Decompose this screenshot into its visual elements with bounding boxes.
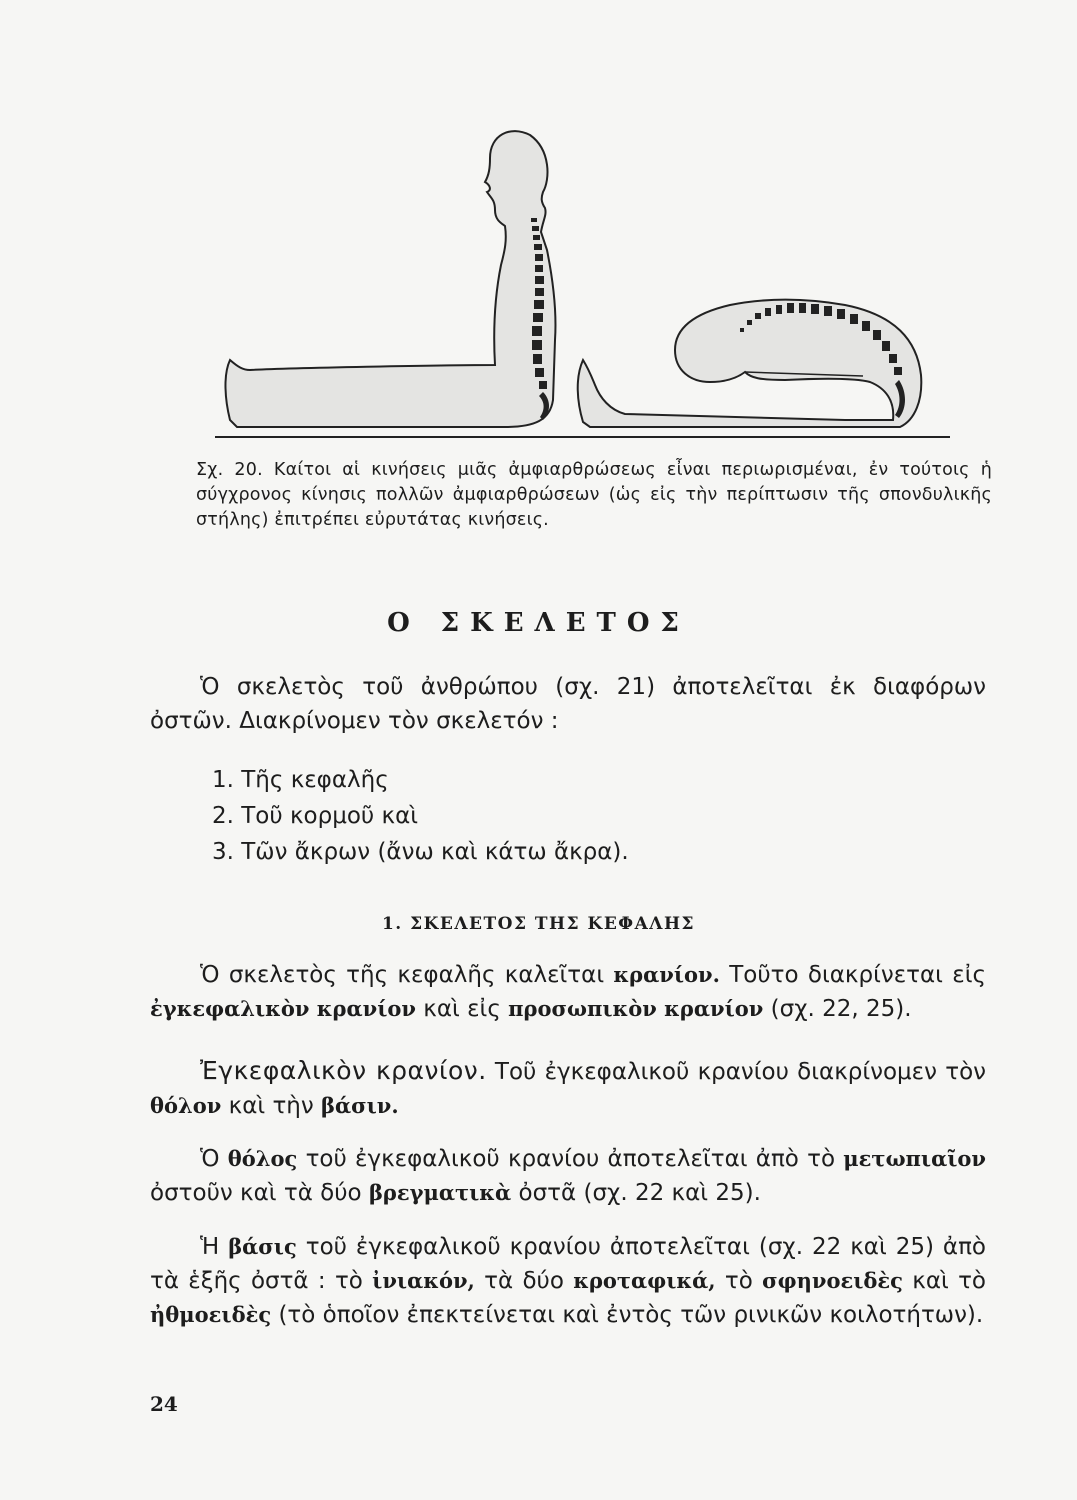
text-run: ὀστᾶ (σχ. 22 καὶ 25).: [511, 1180, 761, 1206]
bold-term: ἐγκεφαλικὸν κρανίον: [150, 996, 416, 1021]
figure-spine-flexion: [205, 120, 965, 450]
bold-term: βάσις: [228, 1234, 297, 1259]
bold-term: μετωπιαῖον: [843, 1146, 986, 1171]
bold-term: σφηνοειδὲς: [762, 1268, 903, 1293]
intro-text: Ὁ σκελετὸς τοῦ ἀνθρώπου (σχ. 21) ἀποτελεῖται ἐκ διαφόρων ὀστῶν. Διακρίνομεν τὸν σκελετόν :: [150, 674, 986, 734]
text-run: καὶ τὸ: [902, 1268, 986, 1294]
chapter-heading: Ο ΣΚΕΛΕΤΟΣ: [387, 608, 690, 638]
text-run: Ὁ σκελετὸς τῆς κεφαλῆς καλεῖται: [200, 962, 614, 988]
text-run: τὰ δύο: [474, 1268, 574, 1294]
text-run: καὶ εἰς: [416, 996, 509, 1022]
text-run: ὀστοῦν καὶ τὰ δύο: [150, 1180, 369, 1206]
list-item: 2. Τοῦ κορμοῦ καὶ: [212, 803, 419, 829]
bold-term: κρανίον.: [613, 962, 720, 987]
bold-term: θόλον: [150, 1093, 222, 1118]
paragraph-cranium: [150, 958, 986, 1026]
paragraph-base: [150, 1230, 986, 1332]
paragraph-vault: [150, 1142, 986, 1210]
bold-term: θόλος: [227, 1146, 298, 1171]
bold-term: κροταφικά,: [573, 1268, 716, 1293]
bold-term: ἠθμοειδὲς: [150, 1302, 272, 1327]
text-run: τὸ: [715, 1268, 763, 1294]
figure-illustration: [205, 120, 965, 450]
text-run: Τοῦ ἐγκεφαλικοῦ κρανίου διακρίνομεν τὸν: [486, 1059, 986, 1085]
text-run: τοῦ ἐγκεφαλικοῦ κρανίου ἀποτελεῖται (σχ. 22 καὶ 25) ἀπὸ τὰ ἑξῆς ὀστᾶ : τὸ: [150, 1234, 986, 1294]
page-number: 24: [150, 1392, 178, 1416]
flexed-figure: [578, 300, 922, 427]
figure-caption: Σχ. 20. Καίτοι αἱ κινήσεις μιᾶς ἀμφιαρθρώσεως εἶναι περιωρισμέναι, ἐν τούτοις ἡ σύγχρονος κίνησις πολλῶν ἀμφιαρθρώσεων (ὡς εἰς τὴν περίπτωσιν τῆς σπονδυλικῆς στήλης) ἐπιτρέπει εὐρυτάτας κινήσεις.: [196, 460, 992, 530]
text-run: Ὁ: [200, 1146, 228, 1172]
list-item: 3. Τῶν ἄκρων (ἄνω καὶ κάτω ἄκρα).: [212, 839, 629, 865]
paragraph-label: Ἐγκεφαλικὸν κρανίον.: [200, 1056, 487, 1085]
text-run: τοῦ ἐγκεφαλικοῦ κρανίου ἀποτελεῖται ἀπὸ τὸ: [297, 1146, 844, 1172]
text-run: καὶ τὴν: [221, 1093, 322, 1119]
intro-paragraph: [150, 670, 986, 738]
bold-term: βάσιν.: [321, 1093, 399, 1118]
bold-term: προσωπικὸν κρανίον: [508, 996, 764, 1021]
list-item: 1. Τῆς κεφαλῆς: [212, 767, 389, 793]
bold-term: βρεγματικὰ: [368, 1180, 512, 1205]
section-title: 1. ΣΚΕΛΕΤΟΣ ΤΗΣ ΚΕΦΑΛΗΣ: [381, 914, 696, 934]
paragraph-encephalic-cranium: [150, 1054, 986, 1123]
text-run: Τοῦτο διακρίνεται εἰς: [719, 962, 986, 988]
skeleton-parts-list: [212, 762, 629, 870]
text-run: Ἡ: [200, 1234, 229, 1260]
seated-figure: [225, 131, 555, 427]
bold-term: ἰνιακόν,: [372, 1268, 475, 1293]
text-run: (τὸ ὁποῖον ἐπεκτείνεται καὶ ἐντὸς τῶν ρινικῶν κοιλοτήτων).: [271, 1302, 984, 1328]
text-run: (σχ. 22, 25).: [763, 996, 912, 1022]
